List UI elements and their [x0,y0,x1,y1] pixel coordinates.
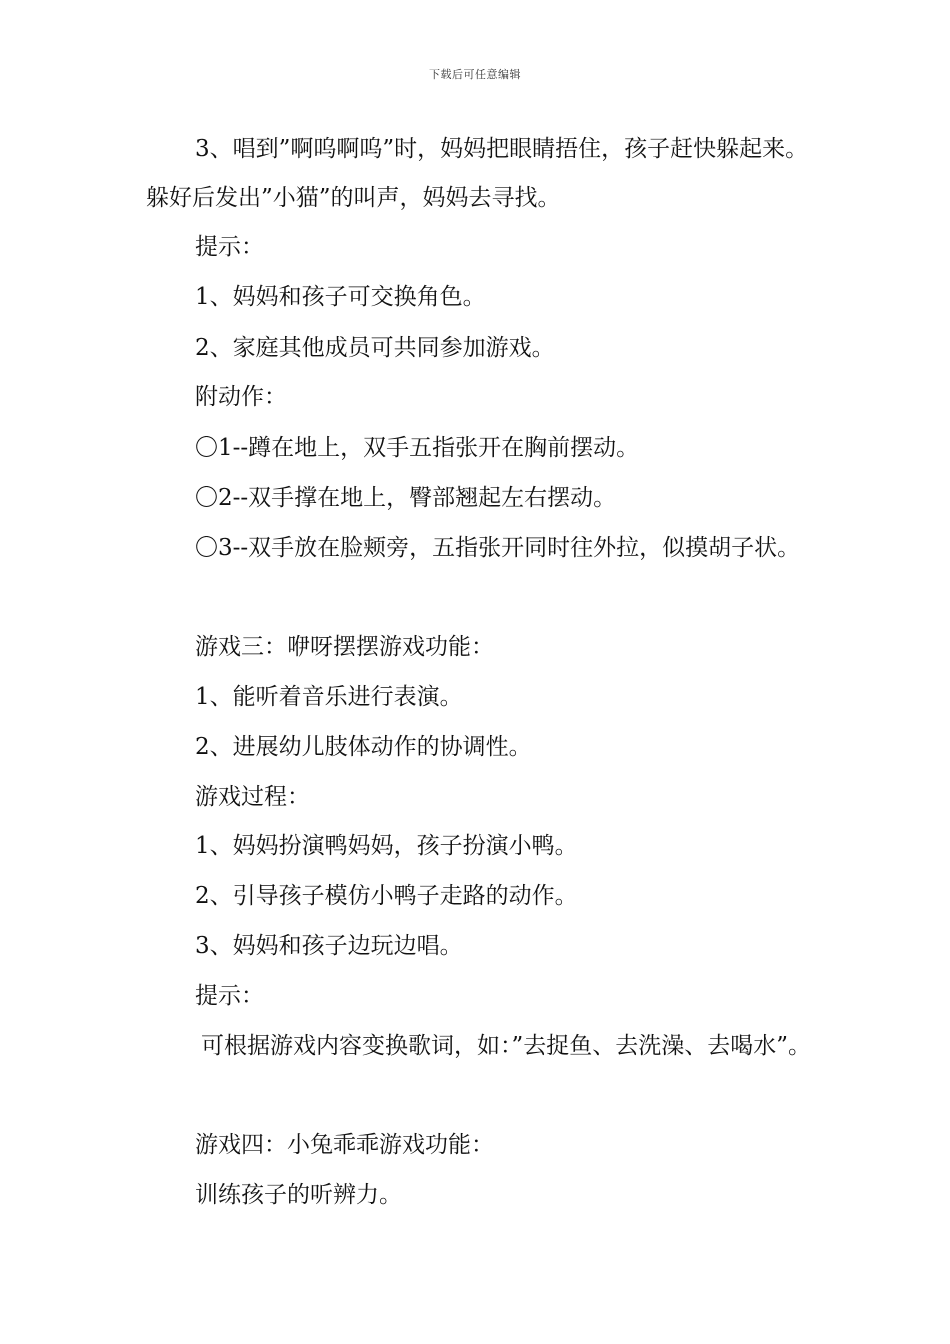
paragraph: 训练孩子的听辨力。 [195,1182,402,1208]
paragraph: 3、妈妈和孩子边玩边唱。 [195,933,463,959]
paragraph: 2、进展幼儿肢体动作的协调性。 [195,734,532,760]
paragraph: 〇2--双手撑在地上，臀部翘起左右摆动。 [195,485,617,511]
paragraph: 提示： [195,234,264,260]
paragraph: 1、妈妈扮演鸭妈妈，孩子扮演小鸭。 [195,833,578,859]
paragraph: 2、引导孩子模仿小鸭子走路的动作。 [195,883,578,909]
paragraph: 2、家庭其他成员可共同参加游戏。 [195,335,555,361]
paragraph: 游戏三：咿呀摆摆游戏功能： [195,634,494,660]
paragraph: 游戏四：小兔乖乖游戏功能： [195,1132,494,1158]
paragraph: 附动作： [195,384,287,410]
paragraph: 可根据游戏内容变换歌词，如：”去捉鱼、去洗澡、去喝水”。 [201,1033,812,1059]
paragraph: 3、唱到”啊呜啊呜”时，妈妈把眼睛捂住，孩子赶快躲起来。躲好后发出”小猫”的叫声，妈妈去寻找。 [146,136,809,211]
paragraph: 游戏过程： [195,784,310,810]
paragraph: 〇1--蹲在地上，双手五指张开在胸前摆动。 [195,435,640,461]
paragraph: 提示： [195,983,264,1009]
paragraph: 1、能听着音乐进行表演。 [195,684,463,710]
paragraph: 〇3--双手放在脸颊旁，五指张开同时往外拉，似摸胡子状。 [195,535,801,561]
paragraph: 1、妈妈和孩子可交换角色。 [195,284,486,310]
page-header: 下载后可任意编辑 [429,68,521,81]
